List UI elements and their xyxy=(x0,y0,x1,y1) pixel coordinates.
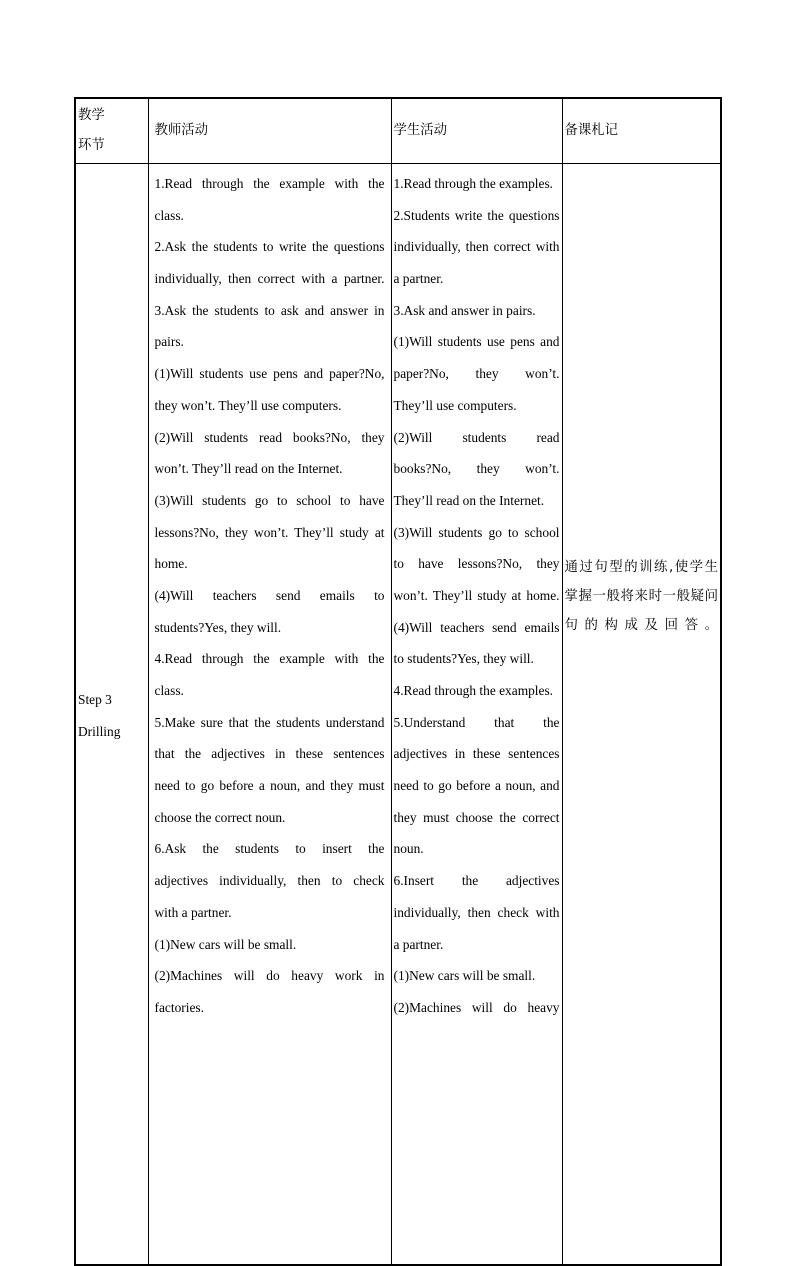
teacher-activity-line: choose the correct noun. xyxy=(154,809,286,825)
student-activity-line: (1)New cars will be small. xyxy=(393,968,536,984)
student-activity-line: to students?Yes, they will. xyxy=(393,651,534,667)
student-activity-line: (2)Will students read xyxy=(393,429,560,445)
student-activity-line: 5.Understand that the xyxy=(393,714,560,730)
teacher-activity-line: (3)Will students go to school to have xyxy=(154,492,385,508)
teacher-activity-line: (4)Will teachers send emails to xyxy=(154,587,385,603)
prep-notes-line: 掌握一般将来时一般疑问 xyxy=(564,588,718,604)
student-activity-line: (1)Will students use pens and xyxy=(393,334,560,350)
student-activity-cell xyxy=(391,164,562,1266)
teacher-activity-line: class. xyxy=(154,207,184,223)
prep-notes-cell xyxy=(562,164,721,1266)
student-activity-line: (4)Will teachers send emails xyxy=(393,619,560,635)
teacher-activity-line: factories. xyxy=(154,999,204,1015)
student-activity-line: 1.Read through the examples. xyxy=(393,176,554,191)
teacher-activity-cell xyxy=(148,164,391,1266)
teacher-activity-line: (1)Will students use pens and paper?No, xyxy=(154,366,385,382)
teacher-activity-line: need to go before a noun, and they must xyxy=(154,778,385,794)
student-activity-line: they must choose the correct xyxy=(393,809,560,825)
teacher-activity-line: adjectives individually, then to check xyxy=(154,873,385,889)
student-activity-line: won’t. They’ll study at home. xyxy=(393,587,560,603)
lesson-plan-table xyxy=(74,97,722,1266)
header-teacher-activity: 教师活动 xyxy=(148,98,391,164)
header-row xyxy=(75,98,721,164)
teacher-activity-line: with a partner. xyxy=(154,904,232,920)
student-activity-line: need to go before a noun, and xyxy=(393,778,560,794)
header-student-activity: 学生活动 xyxy=(391,98,562,164)
step-title: Drilling xyxy=(78,724,121,739)
teacher-activity-line: that the adjectives in these sentences xyxy=(154,746,385,762)
student-activity-line: noun. xyxy=(393,841,424,857)
teacher-activity-line: 4.Read through the example with the xyxy=(154,651,385,667)
student-activity-line: (3)Will students go to school xyxy=(393,524,560,540)
student-activity-line: 6.Insert the adjectives xyxy=(393,873,560,889)
student-activity-line: a partner. xyxy=(393,271,444,287)
student-activity-line: a partner. xyxy=(393,936,444,952)
teacher-activity-line: won’t. They’ll read on the Internet. xyxy=(154,461,343,477)
header-prep-notes: 备课札记 xyxy=(562,98,721,164)
step-number: Step 3 xyxy=(78,692,112,708)
prep-notes-text xyxy=(565,553,719,640)
student-activity-line: individually, then correct with xyxy=(393,239,560,255)
student-activity-line: They’ll use computers. xyxy=(393,397,517,413)
teacher-activity-line: class. xyxy=(154,683,184,698)
step-row xyxy=(75,164,721,1266)
teacher-activity-line: (2)Machines will do heavy work in xyxy=(154,968,385,984)
teacher-activity-line: lessons?No, they won’t. They’ll study at xyxy=(154,524,385,540)
student-activity-text xyxy=(394,168,560,1024)
teacher-activity-line: 1.Read through the example with the xyxy=(154,176,385,191)
student-activity-line: 2.Students write the questions xyxy=(393,207,560,223)
student-activity-line: to have lessons?No, they xyxy=(393,556,560,572)
teacher-activity-line: they won’t. They’ll use computers. xyxy=(154,397,342,413)
student-activity-line: books?No, they won’t. xyxy=(393,461,560,477)
teacher-activity-line: students?Yes, they will. xyxy=(154,619,282,635)
student-activity-line: individually, then check with xyxy=(393,904,560,920)
teacher-activity-line: 6.Ask the students to insert the xyxy=(154,841,385,857)
teacher-activity-line: (1)New cars will be small. xyxy=(154,936,297,952)
student-activity-line: paper?No, they won’t. xyxy=(393,366,560,382)
student-activity-line: adjectives in these sentences xyxy=(393,746,560,762)
teacher-activity-line: pairs. xyxy=(154,334,184,350)
teacher-activity-line: 3.Ask the students to ask and answer in xyxy=(154,302,385,318)
teacher-activity-line: 5.Make sure that the students understand xyxy=(154,714,385,730)
student-activity-line: 4.Read through the examples. xyxy=(393,683,554,698)
student-activity-line: (2)Machines will do heavy xyxy=(393,999,560,1015)
teacher-activity-line: (2)Will students read books?No, they xyxy=(154,429,385,445)
teacher-activity-line: home. xyxy=(154,556,188,572)
prep-notes-line: 句的构成及回答。 xyxy=(564,617,718,633)
prep-notes-line: 通过句型的训练,使学生 xyxy=(564,559,718,575)
student-activity-line: They’ll read on the Internet. xyxy=(393,492,545,508)
header-stage-line-2: 环节 xyxy=(78,138,105,153)
header-stage-line-1: 教学 xyxy=(78,108,105,123)
student-activity-line: 3.Ask and answer in pairs. xyxy=(393,302,536,318)
teacher-activity-line: individually, then correct with a partner. xyxy=(154,271,385,287)
step-cell xyxy=(75,164,148,1266)
teacher-activity-text xyxy=(155,168,385,1024)
header-stage-cell xyxy=(75,98,148,164)
teacher-activity-line: 2.Ask the students to write the questions xyxy=(154,239,385,255)
